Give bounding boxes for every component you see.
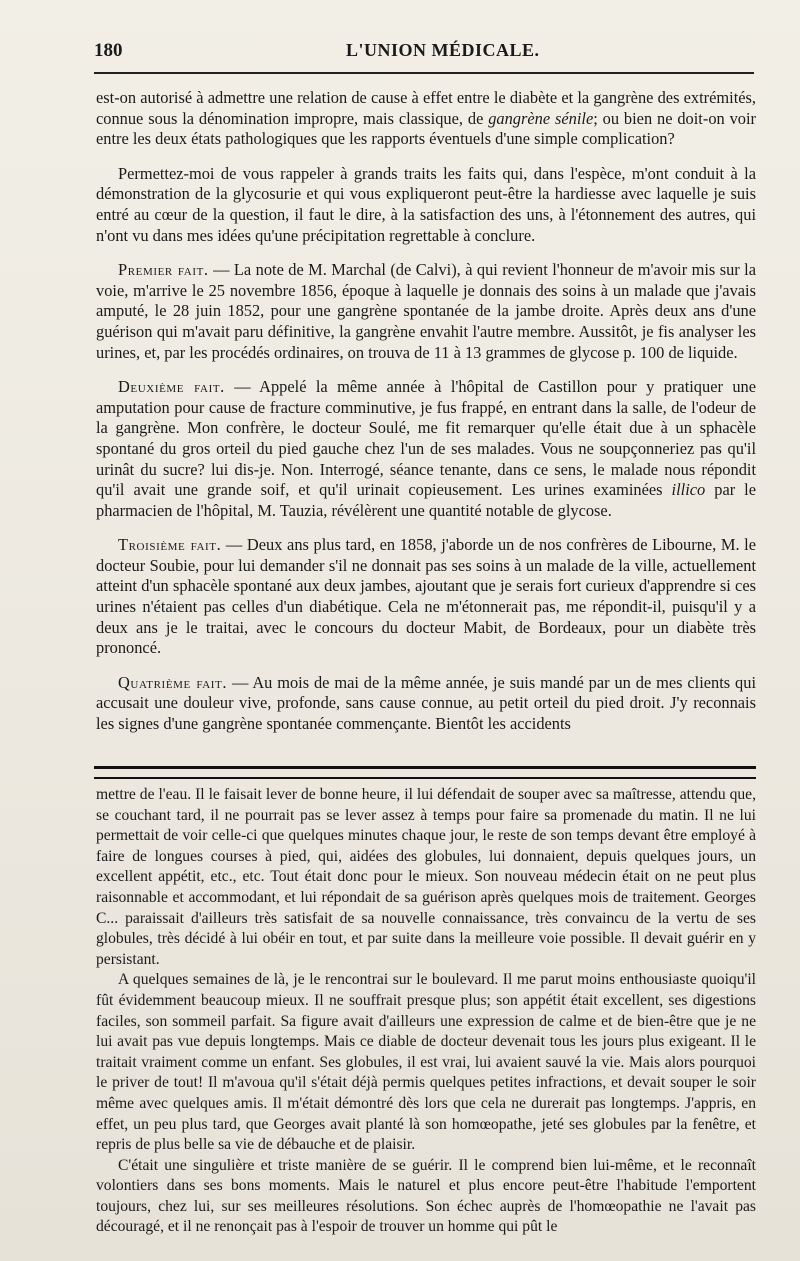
paragraph-intro: Permettez-moi de vous rappeler à grands traits les faits qui, dans l'espèce, m'ont conduit à la démonstration de la glycosurie et qui vous expliqueront peut-être la hardiesse avec laquelle je suis entré au cœur de la question, il faut le dire, à la satisfaction des uns, à l'étonnement des autres, qui n'ont vu dans mes idées qu'une précipitation regrettable à conclure. — [96, 163, 756, 245]
fact-first: Premier fait. — La note de M. Marchal (de Calvi), à qui revient l'honneur de m'avoir mis sur la voie, m'arrive le 25 novembre 1856, époque à laquelle je donnais des soins à un malade que j'avais amputé, le 28 juin 1852, pour une gangrène spontanée de la jambe droite. Après deux ans d'une guérison qui m'avait paru définitive, la gangrène envahit l'autre membre. Aussitôt, je fis analyser les urines, et, par les procédés ordinaires, on trouva de 11 à 13 grammes de glycose p. 100 de liquide. — [96, 260, 757, 362]
fact-label: Quatrième fait. — [118, 672, 228, 692]
feuilleton-paragraph: C'était une singulière et triste manière de se guérir. Il le comprend bien lui-même, et le reconnaît volontiers dans ses bons moments. Mais le naturel et plus encore peut-être l'habitude l'emportent toujours, chez lui, sur ses meilleures résolutions. Son échec auprès de l'homœopathie ne l'avait pas découragé, et il ne renonçait pas à l'espoir de trouver un homme qui pût le — [96, 1156, 756, 1236]
running-title: L'UNION MÉDICALE. — [346, 40, 540, 60]
page-number: 180 — [94, 40, 123, 61]
feuilleton-paragraph: A quelques semaines de là, je le rencontrai sur le boulevard. Il me parut moins enthousiaste quoiqu'il fût évidemment beaucoup mieux. Il ne souffrait presque plus; son appétit était excellent, ses digestions faciles, son sommeil parfait. Sa figure avait d'ailleurs une expression de calme et de bien-être que je ne lui avait pas vue depuis longtemps. Mais ce diable de docteur devenait tous les jours plus exigeant. Il le traitait vraiment comme un enfant. Ses globules, il est vrai, lui avaient sauvé la vie. Mais alors pourquoi le priver de tout! Il m'avoua qu'il s'était déjà permis quelques petites infractions, et devait souper le soir même avec quelques amis. Il m'était démontré dès lors que cela ne durerait pas longtemps. J'appris, en effet, un peu plus tard, que Georges avait planté là son homœopathe, jeté ses globules par la fenêtre, et repris de plus belle sa vie de débauche et de plaisir. — [96, 971, 756, 1154]
fact-label: Troisième fait. — [118, 535, 222, 555]
page-header — [94, 38, 754, 68]
header-rule — [94, 72, 754, 74]
double-rule-separator — [94, 766, 756, 779]
feuilleton-paragraph: mettre de l'eau. Il le faisait lever de bonne heure, il lui défendait de souper avec sa maîtresse, attendu que, se couchant tard, il ne pourrait pas se lever assez à temps pour faire sa promenade du matin. Il ne lui permettait de voir celle-ci que quelques minutes chaque jour, le reste de son temps devant être employé à faire de longues courses à pied, qui, aidées des globules, lui donnaient, depuis quelques jours, un excellent appétit, etc., etc. Tout était donc pour le mieux. Son nouveau médecin était on ne peut plus raisonnable et accommodant, et lui répondait de sa guérison après quelques mois de traitement. Georges C... paraissait d'ailleurs très satisfait de sa nouvelle connaissance, très convaincu de la vertu de ses globules, très décidé à lui obéir en tout, et par suite dans la meilleure voie possible. Il devait guérir en y persistant. — [96, 786, 756, 968]
fact-label: Deuxième fait. — [118, 377, 225, 397]
fact-label: Premier fait. — [118, 260, 209, 280]
paragraph-continuation: est-on autorisé à admettre une relation de cause à effet entre le diabète et la gangrène des extrémités, connue sous la dénomination impropre, mais classique, de gangrène sénile; ou bien ne doit-on voir entre les deux états pathologiques que les rapports éventuels d'une simple complication? — [96, 88, 756, 149]
fact-fourth: Quatrième fait. — Au mois de mai de la même année, je suis mandé par un de mes clients qui accusait une douleur vive, profonde, sans cause connue, au petit orteil du pied droit. J'y reconnais les signes d'une gangrène spontanée commençante. Bientôt les accidents — [96, 672, 756, 734]
feuilleton-text-block — [96, 785, 756, 1238]
fact-second: Deuxième fait. — Appelé la même année à l'hôpital de Castillon pour y pratiquer une amputation pour cause de fracture comminutive, je fus frappé, en entrant dans la salle, de l'odeur de la gangrène. Mon confrère, le docteur Soulé, me fit remarquer qu'elle était due à un sphacèle spontané du gros orteil du pied gauche chez l'un de ses malades. Vous ne soupçonneriez pas qu'il urinât du sucre? lui dis-je. Non. Interrogé, séance tenante, dans ce sens, le malade nous répondit qu'il avait une grande soif, et qu'il urinait copieusement. Les urines examinées illico par le pharmacien de l'hôpital, M. Tauzia, révélèrent une quantité notable de glycose. — [96, 377, 757, 520]
upper-text-block — [96, 88, 756, 749]
fact-third: Troisième fait. — Deux ans plus tard, en 1858, j'aborde un de nos confrères de Libourne, M. le docteur Soubie, pour lui demander s'il ne donnait pas ses soins à un malade de la ville, actuellement atteint d'un sphacèle spontané aux deux jambes, ajoutant que je serais fort curieux d'apprendre si ces urines n'étaient pas celles d'un diabétique. Cela ne m'étonnerait pas, me répondit-il, puisqu'il y a deux ans je le traitai, avec le concours du docteur Mabit, de Bordeaux, pour un diabète très prononcé. — [96, 535, 757, 658]
